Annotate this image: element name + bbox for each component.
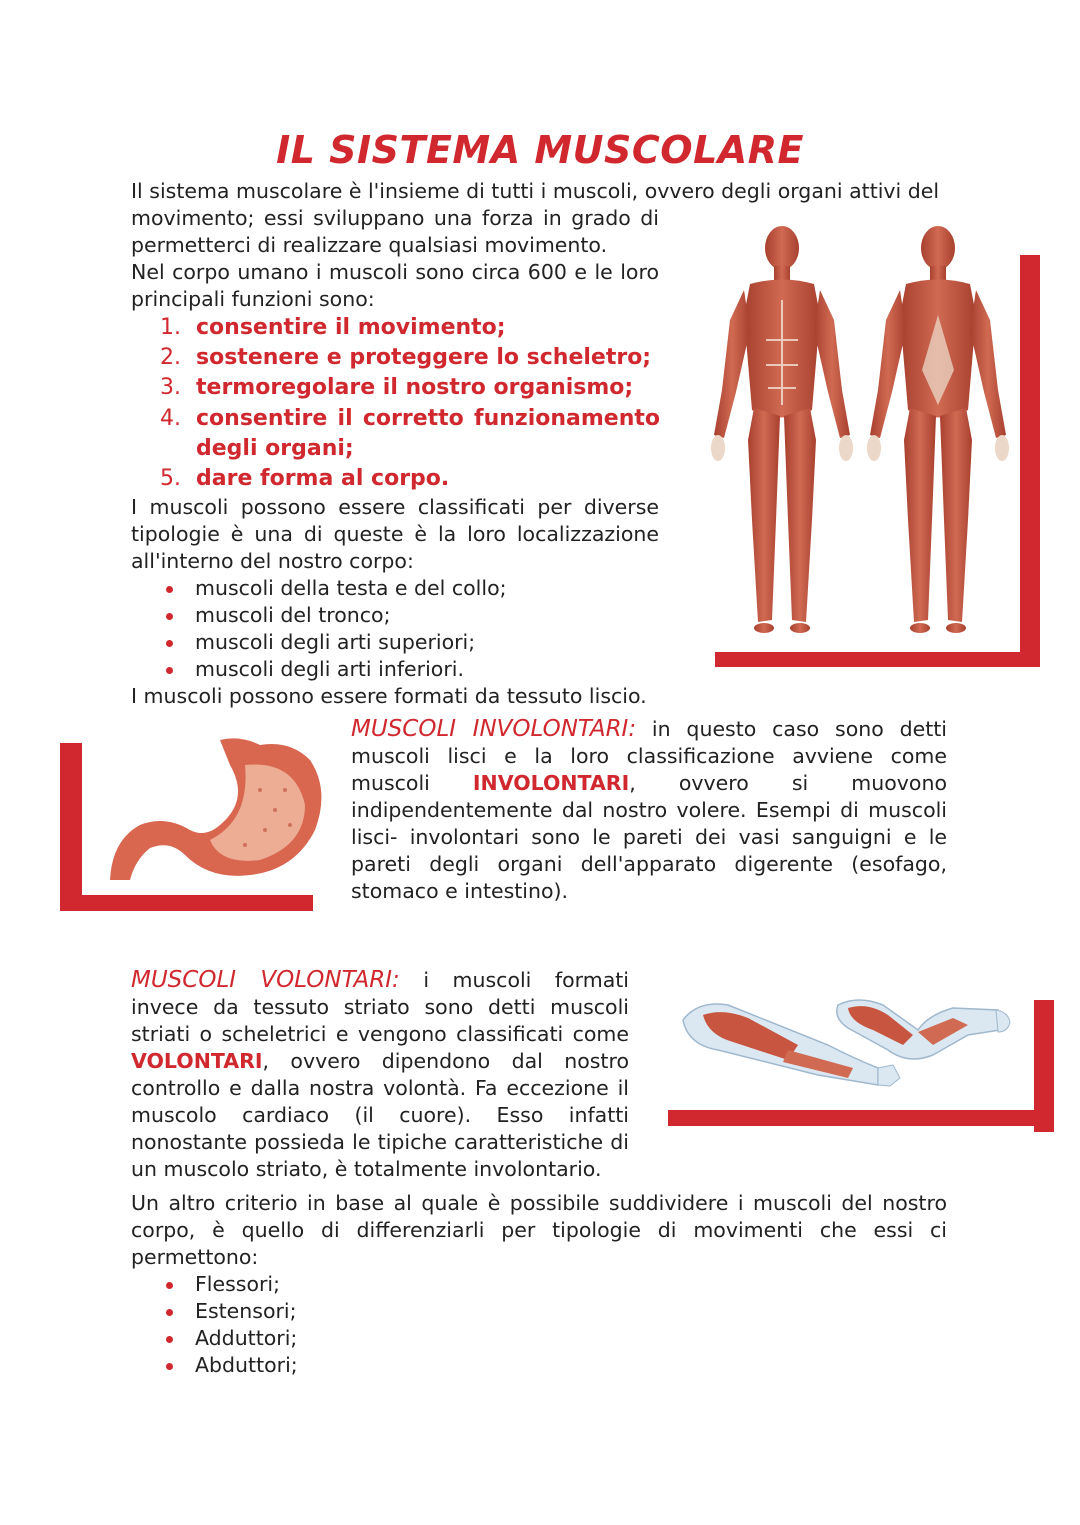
smooth-tissue-text: I muscoli possono essere formati da tessuto liscio.	[131, 684, 647, 708]
arm-flex-figure	[668, 990, 1056, 1132]
muscular-body-illustration	[700, 220, 1020, 650]
location-item: muscoli degli arti inferiori.	[160, 656, 660, 683]
voluntary-paragraph: MUSCOLI VOLONTARI: i muscoli formati invece da tessuto striato sono detti muscoli striati o scheletrici e vengono classificati come VOLONTARI, ovvero dipendono dal nostro controllo e dalla nostra volontà. Fa eccezione il muscolo cardiaco (il cuore). Esso infatti nonostante possieda le tipiche caratteristiche di un muscolo striato, è totalmente involontario.	[131, 967, 629, 1181]
movements-list	[160, 1271, 560, 1379]
movement-item: Estensori;	[160, 1298, 560, 1325]
voluntary-keyword: VOLONTARI	[131, 1049, 263, 1073]
involuntary-heading: MUSCOLI INVOLONTARI:	[351, 716, 637, 742]
voluntary-heading: MUSCOLI VOLONTARI:	[131, 967, 400, 993]
location-item: muscoli della testa e del collo;	[160, 575, 660, 602]
intro-functions-lead: Nel corpo umano i muscoli sono circa 600 e le loro principali funzioni sono:	[131, 260, 659, 311]
stomach-figure	[60, 725, 315, 911]
movement-item: Adduttori;	[160, 1325, 560, 1352]
intro-line-1: Il sistema muscolare è l'insieme di tutti i muscoli, ovvero degli organi attivi del	[131, 179, 940, 203]
function-item: 1. consentire il movimento;	[160, 315, 506, 340]
location-item: muscoli degli arti superiori;	[160, 629, 660, 656]
function-item: 5. dare forma al corpo.	[160, 466, 450, 492]
involuntary-paragraph: MUSCOLI INVOLONTARI: in questo caso sono detti muscoli lisci e la loro classificazione avviene come muscoli INVOLONTARI, ovvero si muovono indipendentemente dal nostro volere. Esempi di muscoli lisci- involontari sono le pareti dei vasi sanguigni e le pareti degli organi dell'apparato digerente (esofago, stomaco e intestino).	[351, 716, 948, 903]
function-item: 4. consentire il corretto funzionamento degli organi;	[160, 405, 660, 461]
functions-list	[160, 313, 660, 494]
classification-text: I muscoli possono essere classificati per diverse tipologie è una di queste è la loro localizzazione all'interno del nostro corpo:	[131, 495, 659, 573]
function-item: 3. termoregolare il nostro organismo;	[160, 375, 634, 401]
stomach-illustration	[100, 730, 340, 890]
movement-item: Abduttori;	[160, 1352, 560, 1379]
locations-list	[160, 575, 660, 683]
function-item: 2. sostenere e proteggere lo scheletro;	[160, 345, 652, 371]
body-muscles-figure	[700, 220, 1040, 668]
location-item: muscoli del tronco;	[160, 602, 660, 629]
intro-rest: movimento; essi sviluppano una forza in grado di permetterci di realizzare qualsiasi movimento.	[131, 206, 659, 257]
movement-item: Flessori;	[160, 1271, 560, 1298]
involuntary-keyword: INVOLONTARI	[472, 771, 630, 795]
arm-muscles-illustration	[678, 990, 1018, 1100]
movement-criteria-text: Un altro criterio in base al quale è possibile suddividere i muscoli del nostro corpo, è quello di differenziarli per tipologie di movimenti che essi ci permettono:	[131, 1191, 947, 1269]
page-title: IL SISTEMA MUSCOLARE	[276, 128, 804, 172]
